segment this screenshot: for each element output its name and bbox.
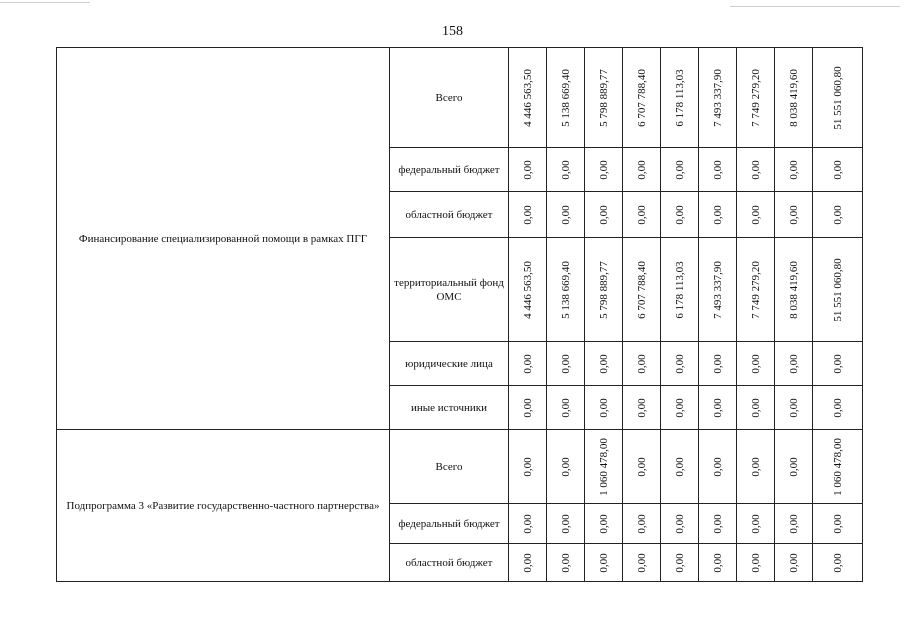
year-value-cell xyxy=(661,386,699,430)
cell-value: 0,00 xyxy=(597,353,610,374)
cell-value: 0,00 xyxy=(787,552,800,573)
year-value-cell xyxy=(509,238,547,342)
year-value-cell xyxy=(661,238,699,342)
year-value-cell xyxy=(623,430,661,504)
year-value-cell xyxy=(737,148,775,192)
cell-value: 0,00 xyxy=(559,552,572,573)
cell-value: 0,00 xyxy=(749,353,762,374)
year-value-cell xyxy=(699,192,737,238)
funding-source-label: Всего xyxy=(390,48,509,148)
financing-table xyxy=(56,47,863,582)
year-value-cell xyxy=(623,48,661,148)
cell-value: 4 446 563,50 xyxy=(521,68,534,127)
year-value-cell xyxy=(547,238,585,342)
cell-value: 0,00 xyxy=(831,397,844,418)
cell-value: 0,00 xyxy=(673,456,686,477)
year-value-cell xyxy=(661,544,699,582)
cell-value: 0,00 xyxy=(749,552,762,573)
cell-value: 7 749 279,20 xyxy=(749,68,762,127)
year-value-cell xyxy=(547,342,585,386)
cell-value: 5 138 669,40 xyxy=(559,260,572,319)
year-value-cell xyxy=(509,430,547,504)
cell-value: 51 551 060,80 xyxy=(831,65,844,130)
year-value-cell xyxy=(737,504,775,544)
cell-value: 0,00 xyxy=(673,204,686,225)
year-value-cell xyxy=(585,386,623,430)
funding-source-label: областной бюджет xyxy=(390,192,509,238)
year-value-cell xyxy=(737,48,775,148)
total-value-cell xyxy=(813,48,863,148)
year-value-cell xyxy=(547,148,585,192)
cell-value: 6 707 788,40 xyxy=(635,68,648,127)
year-value-cell xyxy=(661,192,699,238)
cell-value: 0,00 xyxy=(749,397,762,418)
cell-value: 0,00 xyxy=(635,513,648,534)
year-value-cell xyxy=(585,48,623,148)
year-value-cell xyxy=(661,504,699,544)
cell-value: 0,00 xyxy=(521,204,534,225)
cell-value: 0,00 xyxy=(635,456,648,477)
year-value-cell xyxy=(623,386,661,430)
cell-value: 0,00 xyxy=(521,513,534,534)
cell-value: 0,00 xyxy=(787,204,800,225)
year-value-cell xyxy=(775,342,813,386)
cell-value: 0,00 xyxy=(787,513,800,534)
funding-source-label: федеральный бюджет xyxy=(390,148,509,192)
cell-value: 0,00 xyxy=(711,456,724,477)
year-value-cell xyxy=(699,48,737,148)
cell-value: 0,00 xyxy=(711,513,724,534)
cell-value: 8 038 419,60 xyxy=(787,68,800,127)
scan-mark-right xyxy=(730,6,900,7)
year-value-cell xyxy=(699,148,737,192)
year-value-cell xyxy=(623,238,661,342)
year-value-cell xyxy=(509,544,547,582)
cell-value: 0,00 xyxy=(559,397,572,418)
total-value-cell xyxy=(813,192,863,238)
year-value-cell xyxy=(547,544,585,582)
year-value-cell xyxy=(699,386,737,430)
year-value-cell xyxy=(547,192,585,238)
total-value-cell xyxy=(813,544,863,582)
year-value-cell xyxy=(623,544,661,582)
year-value-cell xyxy=(585,238,623,342)
year-value-cell xyxy=(661,430,699,504)
cell-value: 7 493 337,90 xyxy=(711,260,724,319)
cell-value: 0,00 xyxy=(749,513,762,534)
total-value-cell xyxy=(813,430,863,504)
cell-value: 0,00 xyxy=(787,353,800,374)
year-value-cell xyxy=(623,148,661,192)
cell-value: 51 551 060,80 xyxy=(831,257,844,322)
cell-value: 0,00 xyxy=(711,397,724,418)
year-value-cell xyxy=(585,430,623,504)
total-value-cell xyxy=(813,148,863,192)
year-value-cell xyxy=(775,544,813,582)
cell-value: 0,00 xyxy=(521,552,534,573)
cell-value: 0,00 xyxy=(521,159,534,180)
year-value-cell xyxy=(623,192,661,238)
cell-value: 0,00 xyxy=(749,159,762,180)
year-value-cell xyxy=(585,342,623,386)
cell-value: 0,00 xyxy=(597,159,610,180)
cell-value: 7 493 337,90 xyxy=(711,68,724,127)
cell-value: 0,00 xyxy=(597,513,610,534)
cell-value: 0,00 xyxy=(831,159,844,180)
cell-value: 0,00 xyxy=(635,552,648,573)
year-value-cell xyxy=(509,342,547,386)
year-value-cell xyxy=(775,148,813,192)
year-value-cell xyxy=(699,238,737,342)
cell-value: 0,00 xyxy=(831,513,844,534)
funding-source-label: федеральный бюджет xyxy=(390,504,509,544)
cell-value: 0,00 xyxy=(597,204,610,225)
total-value-cell xyxy=(813,238,863,342)
funding-source-label: юридические лица xyxy=(390,342,509,386)
cell-value: 6 707 788,40 xyxy=(635,260,648,319)
cell-value: 0,00 xyxy=(635,353,648,374)
year-value-cell xyxy=(661,148,699,192)
year-value-cell xyxy=(699,430,737,504)
cell-value: 0,00 xyxy=(749,204,762,225)
program-name-specialized-care: Финансирование специализированной помощи в рамках ПГГ xyxy=(57,48,390,430)
year-value-cell xyxy=(699,342,737,386)
cell-value: 0,00 xyxy=(673,552,686,573)
year-value-cell xyxy=(737,544,775,582)
year-value-cell xyxy=(585,148,623,192)
year-value-cell xyxy=(699,504,737,544)
cell-value: 0,00 xyxy=(749,456,762,477)
year-value-cell xyxy=(585,504,623,544)
year-value-cell xyxy=(547,386,585,430)
total-value-cell xyxy=(813,386,863,430)
page-number: 158 xyxy=(442,24,463,39)
cell-value: 0,00 xyxy=(521,353,534,374)
cell-value: 0,00 xyxy=(521,456,534,477)
year-value-cell xyxy=(585,192,623,238)
cell-value: 0,00 xyxy=(711,353,724,374)
cell-value: 0,00 xyxy=(597,552,610,573)
year-value-cell xyxy=(547,504,585,544)
total-value-cell xyxy=(813,504,863,544)
cell-value: 0,00 xyxy=(559,513,572,534)
cell-value: 0,00 xyxy=(831,204,844,225)
cell-value: 0,00 xyxy=(711,204,724,225)
year-value-cell xyxy=(509,48,547,148)
funding-source-label: иные источники xyxy=(390,386,509,430)
cell-value: 0,00 xyxy=(673,513,686,534)
cell-value: 0,00 xyxy=(831,552,844,573)
year-value-cell xyxy=(699,544,737,582)
cell-value: 0,00 xyxy=(559,159,572,180)
year-value-cell xyxy=(737,192,775,238)
cell-value: 0,00 xyxy=(787,159,800,180)
cell-value: 6 178 113,03 xyxy=(673,260,686,319)
year-value-cell xyxy=(775,386,813,430)
year-value-cell xyxy=(737,430,775,504)
cell-value: 1 060 478,00 xyxy=(831,437,844,496)
cell-value: 0,00 xyxy=(673,159,686,180)
cell-value: 0,00 xyxy=(831,353,844,374)
year-value-cell xyxy=(775,48,813,148)
cell-value: 5 798 889,77 xyxy=(597,68,610,127)
year-value-cell xyxy=(737,238,775,342)
funding-source-label: областной бюджет xyxy=(390,544,509,582)
year-value-cell xyxy=(775,430,813,504)
funding-source-label: территориальный фонд ОМС xyxy=(390,238,509,342)
cell-value: 0,00 xyxy=(521,397,534,418)
cell-value: 0,00 xyxy=(635,204,648,225)
cell-value: 1 060 478,00 xyxy=(597,437,610,496)
cell-value: 0,00 xyxy=(711,552,724,573)
year-value-cell xyxy=(509,504,547,544)
cell-value: 0,00 xyxy=(635,397,648,418)
funding-source-label: Всего xyxy=(390,430,509,504)
year-value-cell xyxy=(661,342,699,386)
year-value-cell xyxy=(509,148,547,192)
cell-value: 0,00 xyxy=(559,353,572,374)
cell-value: 0,00 xyxy=(787,397,800,418)
year-value-cell xyxy=(737,386,775,430)
cell-value: 0,00 xyxy=(673,397,686,418)
year-value-cell xyxy=(623,342,661,386)
year-value-cell xyxy=(775,238,813,342)
cell-value: 0,00 xyxy=(787,456,800,477)
year-value-cell xyxy=(775,192,813,238)
year-value-cell xyxy=(661,48,699,148)
scan-mark-left xyxy=(0,2,90,3)
cell-value: 0,00 xyxy=(597,397,610,418)
cell-value: 0,00 xyxy=(559,456,572,477)
year-value-cell xyxy=(547,430,585,504)
cell-value: 0,00 xyxy=(673,353,686,374)
cell-value: 8 038 419,60 xyxy=(787,260,800,319)
year-value-cell xyxy=(509,386,547,430)
cell-value: 0,00 xyxy=(559,204,572,225)
table-row xyxy=(57,48,863,148)
cell-value: 0,00 xyxy=(635,159,648,180)
cell-value: 7 749 279,20 xyxy=(749,260,762,319)
year-value-cell xyxy=(737,342,775,386)
table-row xyxy=(57,430,863,504)
subprogram-name-ppp: Подпрограмма 3 «Развитие государственно-частного партнерства» xyxy=(57,430,390,582)
year-value-cell xyxy=(547,48,585,148)
cell-value: 0,00 xyxy=(711,159,724,180)
year-value-cell xyxy=(775,504,813,544)
cell-value: 6 178 113,03 xyxy=(673,68,686,127)
cell-value: 4 446 563,50 xyxy=(521,260,534,319)
year-value-cell xyxy=(585,544,623,582)
total-value-cell xyxy=(813,342,863,386)
cell-value: 5 798 889,77 xyxy=(597,260,610,319)
cell-value: 5 138 669,40 xyxy=(559,68,572,127)
year-value-cell xyxy=(509,192,547,238)
year-value-cell xyxy=(623,504,661,544)
